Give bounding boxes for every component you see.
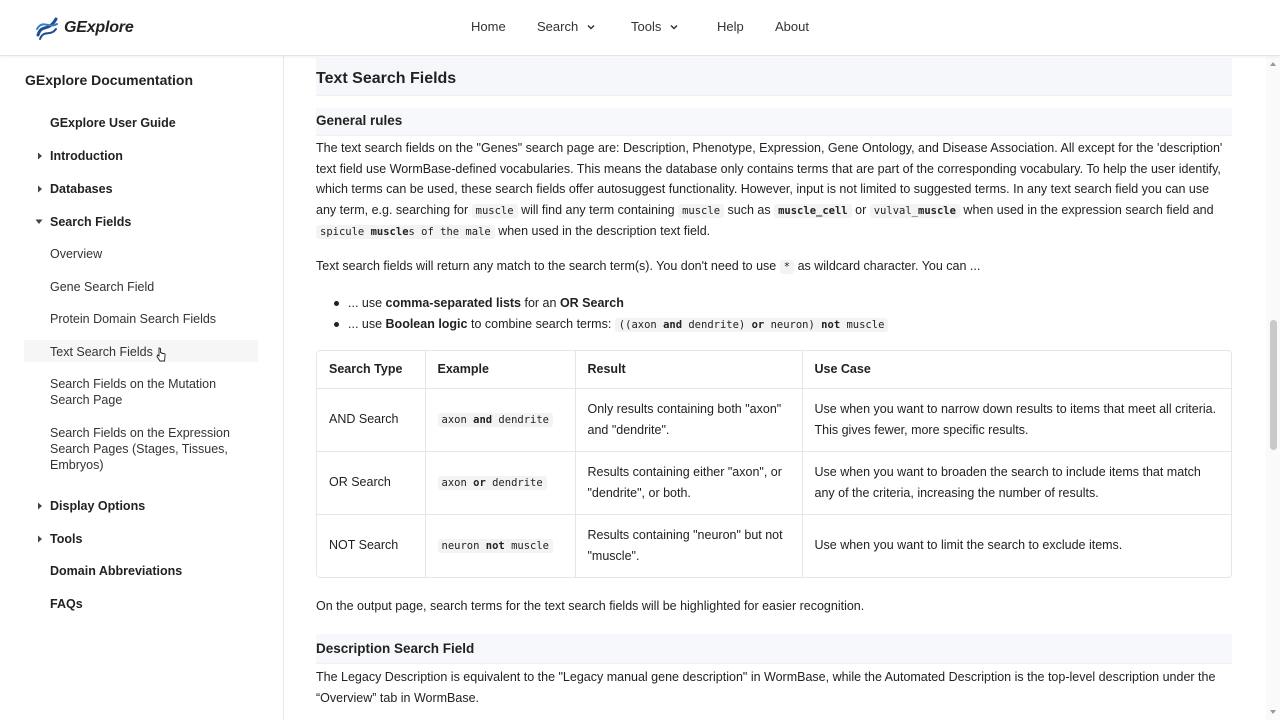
usage-list	[334, 293, 1214, 335]
sidebar-item-label: Introduction	[50, 149, 123, 163]
text: or	[855, 202, 867, 217]
code-snippet: *	[780, 260, 794, 274]
cell-example	[425, 388, 575, 451]
code-snippet	[438, 476, 547, 490]
sidebar-item-mutation-search[interactable]	[50, 376, 240, 408]
sidebar-item-label: Gene Search Field	[50, 280, 155, 294]
top-header	[0, 0, 1280, 56]
text: to combine search terms:	[470, 316, 612, 331]
sidebar-item-label: Domain Abbreviations	[50, 564, 183, 578]
code-bold: and	[473, 413, 493, 426]
code-part: muscle	[846, 318, 885, 331]
text: when used in the expression search field and	[963, 202, 1214, 217]
code-snippet	[316, 225, 495, 239]
scroll-down-icon[interactable]	[1269, 708, 1277, 716]
chevron-down-icon	[586, 22, 596, 32]
general-rules-bar	[316, 108, 1232, 136]
cell-search-type: AND Search	[317, 388, 425, 451]
bold-text: Boolean logic	[385, 316, 468, 331]
sidebar-item-label: Search Fields	[50, 215, 132, 229]
sidebar-item-introduction[interactable]	[50, 148, 250, 164]
sidebar-item-display-options[interactable]	[50, 498, 250, 514]
sidebar-item-label: Databases	[50, 182, 113, 196]
table-row	[317, 388, 1231, 451]
text: when used in the description text field.	[498, 224, 711, 238]
chevron-down-icon	[669, 22, 679, 32]
list-item	[334, 314, 1214, 336]
text: Text search fields will return any match to the search term(s). You don't need to use	[316, 259, 777, 273]
search-type-table	[316, 350, 1232, 578]
sidebar-item-faqs[interactable]	[50, 596, 250, 612]
sidebar-item-domain-abbreviations[interactable]	[50, 563, 250, 579]
bold-text: OR Search	[559, 296, 624, 310]
chevron-right-icon	[36, 501, 44, 511]
column-header: Use Case	[802, 351, 1231, 388]
cell-result: Results containing either "axon", or "dendrite", or both.	[575, 451, 802, 514]
cell-search-type: OR Search	[317, 451, 425, 514]
page-title: Text Search Fields	[316, 70, 457, 87]
code-bold: or	[473, 476, 486, 489]
chevron-right-icon	[36, 151, 44, 161]
column-header: Result	[575, 351, 802, 388]
sidebar-item-text-search-fields[interactable]	[24, 340, 258, 362]
chevron-right-icon	[36, 184, 44, 194]
nav-tools[interactable]	[631, 19, 679, 34]
column-header: Search Type	[317, 351, 425, 388]
list-item	[334, 293, 1214, 314]
code-bold: and	[663, 318, 683, 331]
text: ... use	[348, 316, 383, 331]
code-part: axon	[441, 476, 467, 489]
table-row	[317, 451, 1231, 514]
sidebar-item-label: Display Options	[50, 499, 146, 513]
code-snippet	[774, 204, 852, 218]
main-nav	[0, 0, 1280, 56]
code-snippet	[438, 539, 554, 553]
nav-home[interactable]	[471, 19, 506, 34]
code-bold: not	[821, 318, 841, 331]
cell-example	[425, 451, 575, 514]
sidebar-item-user-guide[interactable]	[50, 115, 250, 131]
chevron-right-icon	[36, 534, 44, 544]
sidebar-item-label: GExplore User Guide	[50, 116, 176, 130]
cell-use-case: Use when you want to narrow down results to items that meet all criteria. This gives fewer, more specific results.	[802, 388, 1231, 451]
code-snippet: vulval_muscle	[870, 204, 960, 218]
table-header-row	[317, 351, 1231, 388]
sidebar-item-label: Search Fields on the Mutation Search Page	[50, 377, 217, 407]
nav-search[interactable]	[537, 19, 596, 34]
sidebar-item-expression-search[interactable]	[50, 425, 240, 473]
general-rules-heading: General rules	[316, 113, 403, 128]
cell-example	[425, 514, 575, 577]
code-part: ((axon	[618, 318, 657, 331]
code-part: muscle	[511, 539, 549, 552]
code-snippet	[438, 413, 554, 427]
general-rules-paragraph	[316, 138, 1232, 243]
cell-result: Only results containing both "axon" and "dendrite".	[575, 388, 802, 451]
description-heading-bar	[316, 634, 1232, 664]
sidebar-item-databases[interactable]	[50, 181, 250, 197]
sidebar-item-gene-search-field[interactable]	[50, 279, 250, 295]
docs-sidebar	[0, 56, 284, 720]
code-bold: or	[751, 318, 765, 331]
nav-about-label: About	[775, 19, 809, 34]
cell-result: Results containing "neuron" but not "muscle".	[575, 514, 802, 577]
bold-text: comma-separated lists	[385, 296, 522, 310]
cell-search-type: NOT Search	[317, 514, 425, 577]
chevron-down-icon	[34, 217, 44, 227]
code-part: neuron)	[770, 318, 815, 331]
code-part: dendrite)	[688, 318, 746, 331]
nav-help-label: Help	[717, 19, 744, 34]
scroll-up-icon[interactable]	[1269, 60, 1277, 68]
code-snippet: muscle	[472, 204, 518, 218]
code-bold: muscle	[918, 204, 956, 217]
code-bold: not	[485, 539, 505, 552]
code-bold: muscle	[370, 226, 409, 238]
nav-tools-label: Tools	[631, 19, 662, 34]
code-part: s of the male	[408, 226, 491, 238]
cell-use-case: Use when you want to broaden the search to include items that match any of the criteria, increasing the number of results.	[802, 451, 1231, 514]
code-snippet: muscle	[678, 204, 724, 218]
sidebar-item-overview[interactable]	[50, 246, 250, 262]
nav-search-label: Search	[537, 19, 579, 34]
text: as wildcard character. You can ...	[797, 259, 981, 273]
nav-home-label: Home	[471, 19, 506, 34]
scrollbar-thumb[interactable]	[1270, 320, 1277, 450]
sidebar-item-label: FAQs	[50, 597, 83, 611]
sidebar-item-tools[interactable]	[50, 531, 250, 547]
sidebar-item-label: Text Search Fields	[50, 345, 153, 359]
cell-use-case: Use when you want to limit the search to exclude items.	[814, 538, 1123, 553]
description-paragraph: The Legacy Description is equivalent to the "Legacy manual gene description" in WormBase, while the Automated Description is the top-level description under the “Overview” tab in WormBase.	[316, 670, 1216, 705]
highlight-paragraph: On the output page, search terms for the text search fields will be highlighted for easier recognition.	[316, 599, 865, 613]
sidebar-item-label: Overview	[50, 247, 103, 261]
text: The text search fields on the "Genes" search page are: Description, Phenotype, Expression, Gene Ontology, and Disease Association. All except for the 'description' text field use WormBase-defined vocabularies. This means the database only contains terms that are part of the corresponding vocabulary. To help the user identify, which terms can be used, these search fields offer autosuggest functionality. However, input is not limited to suggested terms. In any text search field you can use any term, e.g. searching for	[316, 141, 1223, 217]
text: ... use	[348, 296, 383, 310]
sidebar-item-protein-domain[interactable]	[50, 311, 250, 327]
code-part: spicule	[320, 226, 365, 238]
wildcard-paragraph	[316, 256, 1232, 278]
logo-text: GExplore	[64, 19, 134, 36]
code-part: neuron	[441, 539, 480, 552]
code-part: axon	[441, 413, 467, 426]
code-bold: muscle_cell	[778, 204, 848, 217]
text: will find any term containing	[521, 202, 675, 217]
section-title-bar	[316, 58, 1232, 96]
page-scrollbar[interactable]	[1266, 56, 1280, 720]
table-row	[317, 514, 1231, 577]
code-part: dendrite	[492, 476, 543, 489]
column-header: Example	[425, 351, 575, 388]
nav-help[interactable]	[717, 19, 744, 34]
sidebar-item-label: Search Fields on the Expression Search Pages (Stages, Tissues, Embryos)	[50, 426, 230, 472]
code-part: dendrite	[498, 413, 549, 426]
description-heading: Description Search Field	[316, 641, 475, 656]
text: such as	[727, 202, 771, 217]
sidebar-item-label: Tools	[50, 532, 83, 546]
text: for an	[524, 296, 557, 310]
sidebar-item-search-fields[interactable]	[50, 214, 250, 230]
nav-about[interactable]	[775, 19, 809, 34]
hand-cursor-icon	[156, 347, 166, 363]
main-content	[284, 56, 1270, 720]
sidebar-item-label: Protein Domain Search Fields	[50, 312, 217, 326]
sidebar-title: GExplore Documentation	[25, 72, 194, 88]
code-snippet	[615, 318, 889, 332]
